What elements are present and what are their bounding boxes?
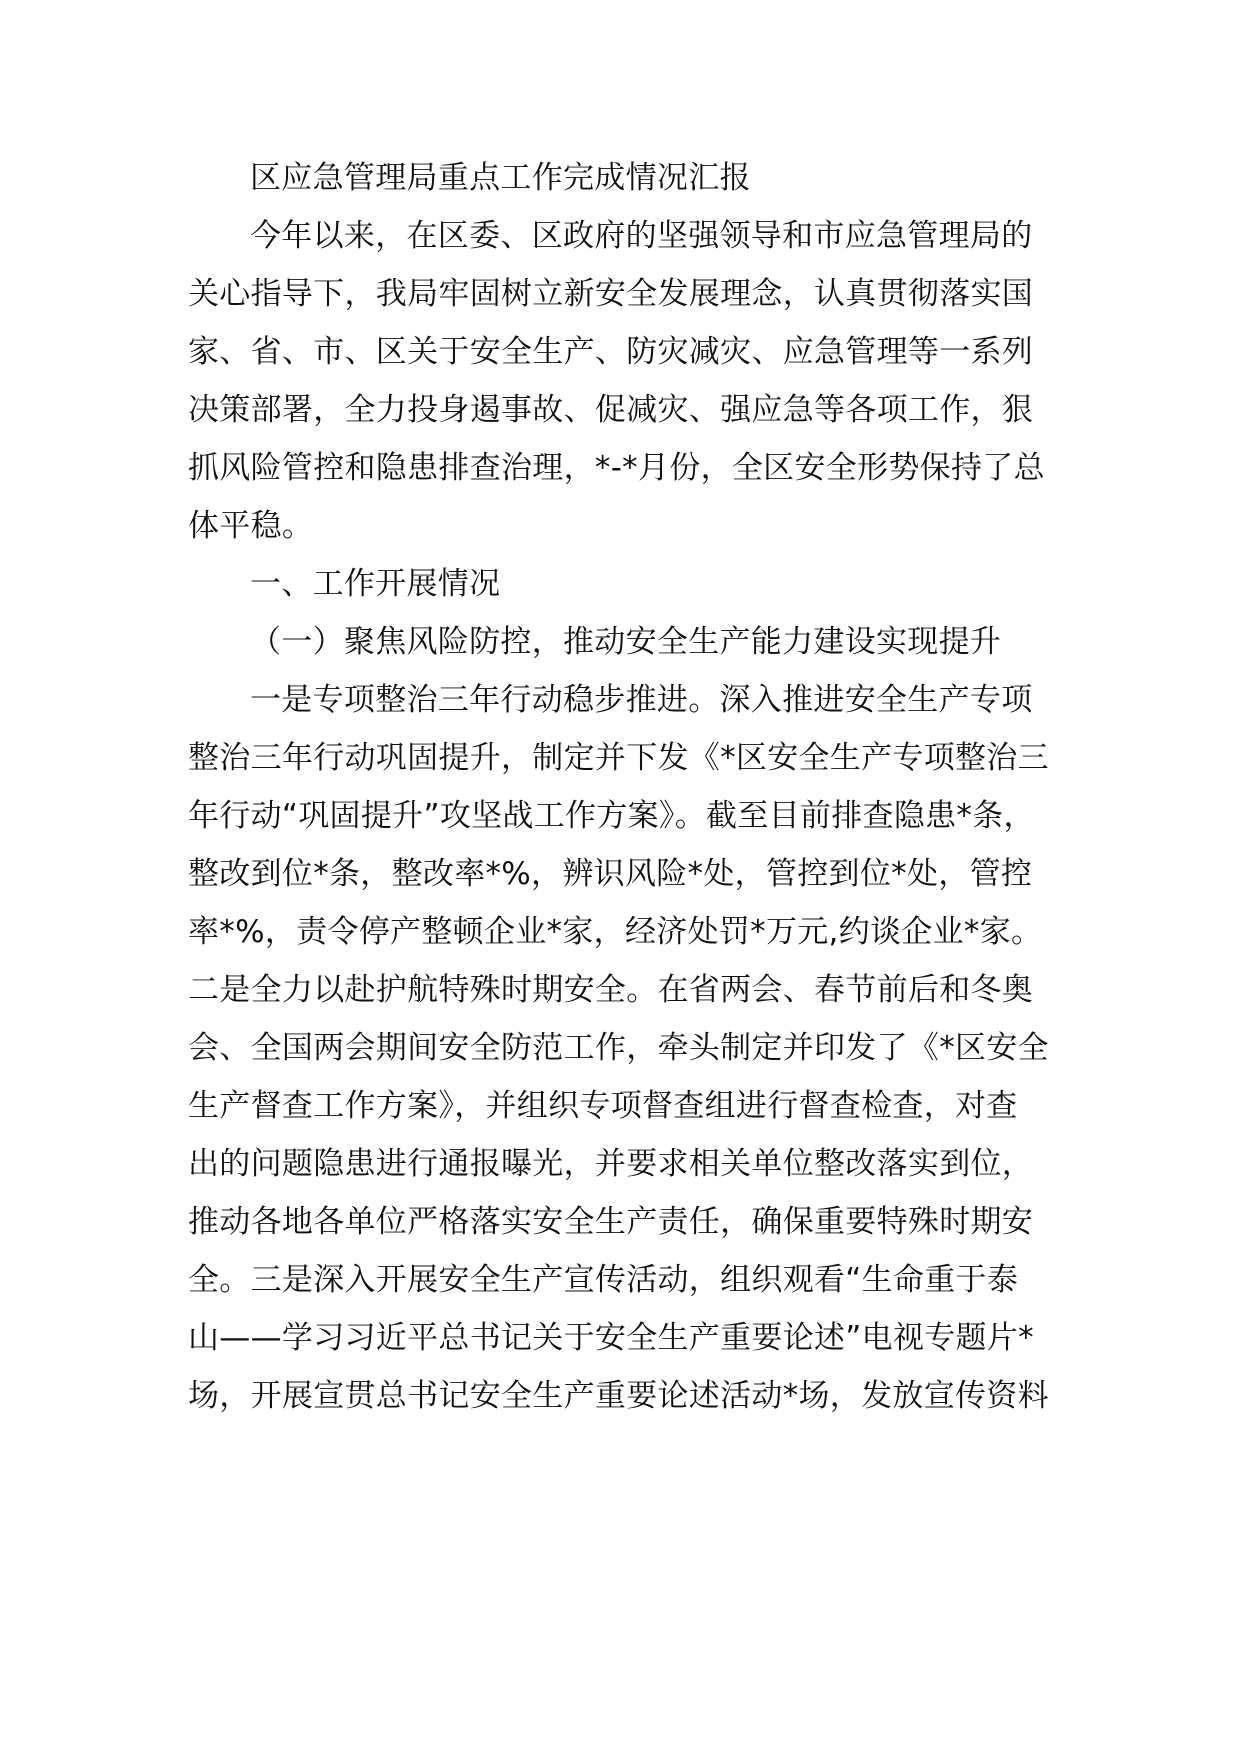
paragraph-line: 整改到位*条，整改率*%，辨识风险*处，管控到位*处，管控 [188,856,1033,892]
paragraph-line: 率*%，责令停产整顿企业*家，经济处罚*万元,约谈企业*家。 [188,914,1043,950]
paragraph-line: 体平稳。 [188,508,314,544]
paragraph-line: 出的问题隐患进行通报曝光，并要求相关单位整改落实到位， [188,1146,1034,1182]
paragraph-line: 一是专项整治三年行动稳步推进。深入推进安全生产专项 [250,682,1033,718]
paragraph-line: 全。三是深入开展安全生产宣传活动，组织观看“生命重于泰 [188,1262,1019,1298]
paragraph-line: 推动各地各单位严格落实安全生产责任，确保重要特殊时期安 [188,1204,1034,1240]
paragraph-line: 抓风险管控和隐患排查治理，*-*月份，全区安全形势保持了总 [188,450,1045,486]
paragraph-line: 关心指导下，我局牢固树立新安全发展理念，认真贯彻落实国 [188,276,1034,312]
document-title: 区应急管理局重点工作完成情况汇报 [250,160,751,196]
paragraph-line: 生产督查工作方案》，并组织专项督查组进行督查检查，对查 [188,1088,1018,1124]
paragraph-line: 年行动“巩固提升”攻坚战工作方案》。截至目前排查隐患*条， [188,798,1035,834]
paragraph-line: 山——学习习近平总书记关于安全生产重要论述”电视专题片* [188,1320,1034,1356]
paragraph-line: 家、省、市、区关于安全生产、防灾减灾、应急管理等一系列 [188,334,1034,370]
section-heading: 一、工作开展情况 [250,566,501,602]
paragraph-line: 决策部署，全力投身遏事故、促减灾、强应急等各项工作，狠 [188,392,1034,428]
paragraph-line: 二是全力以赴护航特殊时期安全。在省两会、春节前后和冬奥 [188,972,1034,1008]
paragraph-line: 场，开展宣贯总书记安全生产重要论述活动*场，发放宣传资料 [188,1378,1049,1414]
paragraph-line: 今年以来，在区委、区政府的坚强领导和市应急管理局的 [250,218,1033,254]
paragraph-line: 整治三年行动巩固提升，制定并下发《*区安全生产专项整治三 [188,740,1049,776]
subsection-heading: （一）聚焦风险防控，推动安全生产能力建设实现提升 [250,624,1002,660]
paragraph-line: 会、全国两会期间安全防范工作，牵头制定并印发了《*区安全 [188,1030,1049,1066]
